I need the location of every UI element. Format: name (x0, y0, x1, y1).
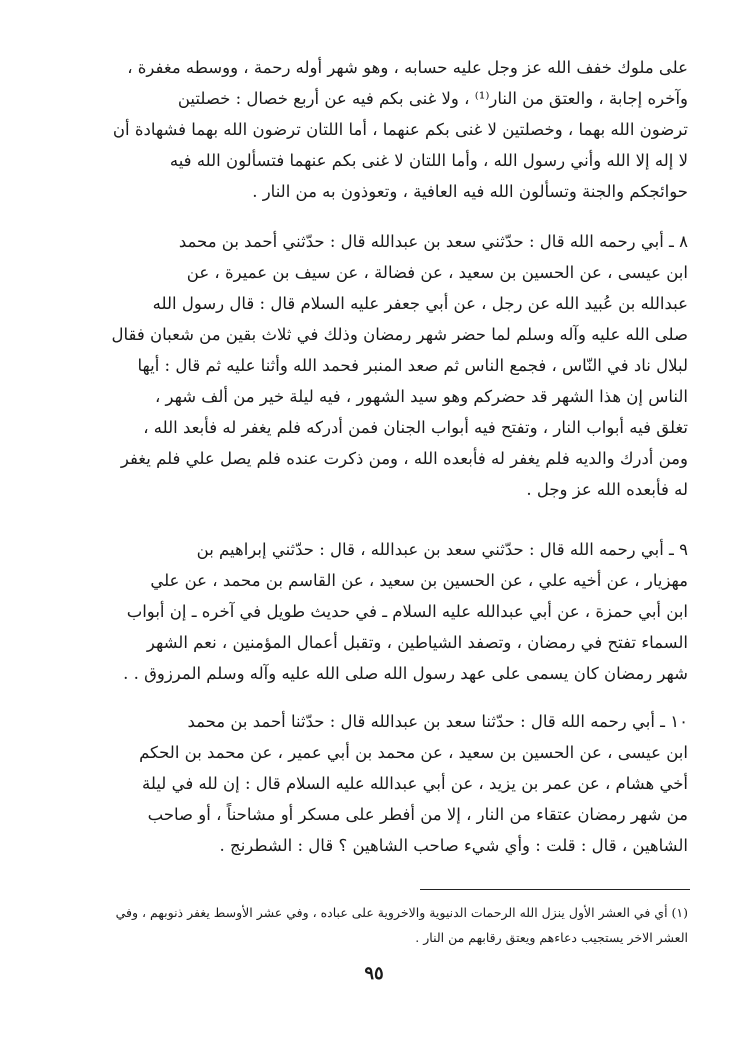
text-line: حوائجكم والجنة وتسألون الله فيه العافية ، وتعوذون به من النار . (252, 182, 688, 201)
hadith-8-paragraph (60, 226, 688, 505)
text-line: ١٠ ـ أبي رحمه الله قال : حدّثنا سعد بن عبدالله قال : حدّثنا أحمد بن محمد (187, 712, 688, 731)
text-line: أخي هشام ، عن عمر بن يزيد ، عن أبي عبدالله عليه السلام قال : إن لله في ليلة (142, 774, 688, 793)
text-line: السماء تفتح في رمضان ، وتصفد الشياطين ، وتقبل أعمال المؤمنين ، نعم الشهر (146, 633, 688, 652)
text-line: ابن أبي حمزة ، عن أبي عبدالله عليه السلام ـ في حديث طويل في آخره ـ إن أبواب (126, 602, 688, 621)
text-line: صلى الله عليه وآله وسلم لما حضر شهر رمضان وذلك في ثلاث بقين من شعبان فقال (111, 325, 688, 344)
text-line: ابن عيسى ، عن الحسين بن سعيد ، عن فضالة ، عن سيف بن عميرة ، عن (186, 263, 688, 282)
text-line: على ملوك خفف الله عز وجل عليه حسابه ، وهو شهر أوله رحمة ، ووسطه مغفرة ، (127, 58, 688, 77)
text-line: شهر رمضان كان يسمى على عهد رسول الله صلى الله عليه وآله وسلم المرزوق . . (123, 664, 688, 683)
text-line: من شهر رمضان عتقاء من النار ، إلا من أفطر على مسكر أو مشاحناً ، أو صاحب (147, 805, 688, 824)
footnote-line: العشر الاخر يستجيب دعاءهم ويعتق رقابهم من النار . (415, 930, 688, 945)
text-line: ٨ ـ أبي رحمه الله قال : حدّثني سعد بن عبدالله قال : حدّثني أحمد بن محمد (178, 232, 688, 251)
text-line: مهزيار ، عن أخيه علي ، عن الحسين بن سعيد ، عن القاسم بن محمد ، عن علي (150, 571, 688, 590)
text-line: لا إله إلا الله وأني رسول الله ، وأما اللتان لا غنى بكم عنهما فتسألون الله فيه (169, 151, 688, 170)
intro-paragraph (60, 52, 688, 207)
footnote-separator (420, 889, 690, 890)
hadith-9-paragraph (60, 534, 688, 689)
text-line: وآخره إجابة ، والعتق من النار⁽¹⁾ ، ولا غنى بكم فيه عن أربع خصال : خصلتين (177, 89, 688, 108)
hadith-10-paragraph (60, 706, 688, 861)
text-line: ومن أدرك والديه فلم يغفر له فأبعده الله ، ومن ذكرت عنده فلم يصل علي فلم يغفر (120, 449, 688, 468)
text-line: ٩ ـ أبي رحمه الله قال : حدّثني سعد بن عبدالله ، قال : حدّثني إبراهيم بن (196, 540, 688, 559)
text-line: ابن عيسى ، عن الحسين بن سعيد ، عن محمد بن أبي عمير ، عن محمد بن الحكم (139, 743, 688, 762)
footnote-line: (١) أي في العشر الأول ينزل الله الرحمات الدنيوية والاخروية على عباده ، وفي عشر الأوسط يغفر ذنوبهم ، وفي (115, 905, 688, 920)
text-line: الناس إن هذا الشهر قد حضركم وهو سيد الشهور ، فيه ليلة خير من ألف شهر ، (154, 387, 688, 406)
footnote (60, 900, 688, 950)
text-line: الشاهين ، قال : قلت : وأي شيء صاحب الشاهين ؟ قال : الشطرنج . (219, 836, 688, 855)
text-line: عبدالله بن عُبيد الله عن رجل ، عن أبي جعفر عليه السلام قال : قال رسول الله (152, 294, 688, 313)
page-number: ٩٥ (364, 963, 384, 984)
text-line: تغلق فيه أبواب النار ، وتفتح فيه أبواب الجنان فمن أدركه فلم يغفر له فأبعد الله ، (143, 418, 688, 437)
text-line: ترضون الله بهما ، وخصلتين لا غنى بكم عنهما ، أما اللتان ترضون الله بهما فشهادة أن (112, 120, 688, 139)
text-line: لبلال ناد في النّاس ، فجمع الناس ثم صعد المنبر فحمد الله وأثنا عليه ثم قال : أيها (137, 356, 688, 375)
text-line: له فأبعده الله عز وجل . (526, 480, 688, 499)
